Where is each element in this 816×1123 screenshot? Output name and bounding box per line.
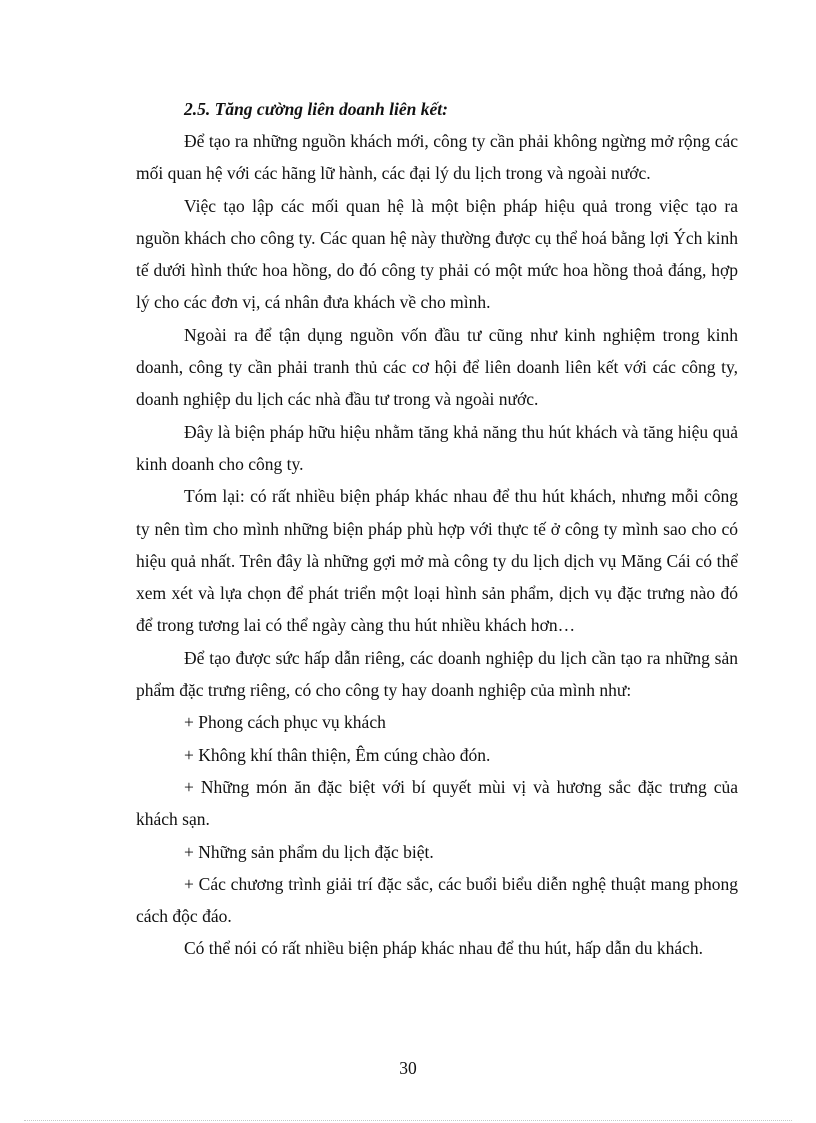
list-item-atmosphere: + Không khí thân thiện, Êm cúng chào đón. [184,744,491,765]
page-number: 30 [399,1058,417,1078]
list-item-special-dishes: + Những món ăn đặc biệt với bí quyết mùi vị và hương sắc đặc trưng của khách sạn. [136,776,738,830]
list-item-service-style: + Phong cách phục vụ khách [184,712,386,733]
paragraph-new-sources: Để tạo ra những nguồn khách mới, công ty cần phải không ngừng mở rộng các mối quan hệ với các hãng lữ hành, các đại lý du lịch trong và ngoài nước. [136,131,738,184]
paragraph-relationships: Việc tạo lập các mối quan hệ là một biện pháp hiệu quả trong việc tạo ra nguồn khách cho công ty. Các quan hệ này thường được cụ thể hoá bằng lợi Ých kinh tế dưới hình thức hoa hồng, do đó công ty phải có một mức hoa hồng thoả đáng, hợp lý cho các đơn vị, cá nhân đưa khách về cho mình. [136,195,738,313]
paragraph-conclusion: Có thể nói có rất nhiều biện pháp khác nhau để thu hút, hấp dẫn du khách. [184,938,704,959]
paragraph-attractiveness: Để tạo được sức hấp dẫn riêng, các doanh nghiệp du lịch cần tạo ra những sản phẩm đặc trưng riêng, có cho công ty hay doanh nghiệp của mình như: [136,647,738,701]
list-item-special-products: + Những sản phẩm du lịch đặc biệt. [184,841,434,862]
list-item-entertainment: + Các chương trình giải trí đặc sắc, các buổi biểu diễn nghệ thuật mang phong cách độc đáo. [136,873,738,927]
paragraph-summary: Tóm lại: có rất nhiều biện pháp khác nhau để thu hút khách, nhưng mỗi công ty nên tìm cho mình những biện pháp phù hợp với thực tế ở công ty mình sao cho có hiệu quả nhất. Trên đây là những gợi mở mà công ty du lịch dịch vụ Măng Cái có thể xem xét và lựa chọn để phát triển một loại hình sản phẩm, dịch vụ đặc trưng nào đó để trong tương lai có thể ngày càng thu hút nhiều khách hơn… [136,486,738,636]
page-body [136,93,738,965]
page-bottom-divider [24,1120,792,1121]
section-heading: 2.5. Tăng cường liên doanh liên kết: [184,99,448,119]
paragraph-joint-venture: Ngoài ra để tận dụng nguồn vốn đầu tư cũng như kinh nghiệm trong kinh doanh, công ty cần phải tranh thủ các cơ hội để liên doanh liên kết với các công ty, doanh nghiệp du lịch các nhà đầu tư trong và ngoài nước. [136,324,738,410]
paragraph-effective-measure: Đây là biện pháp hữu hiệu nhằm tăng khả năng thu hút khách và tăng hiệu quả kinh doanh cho công ty. [136,421,738,474]
